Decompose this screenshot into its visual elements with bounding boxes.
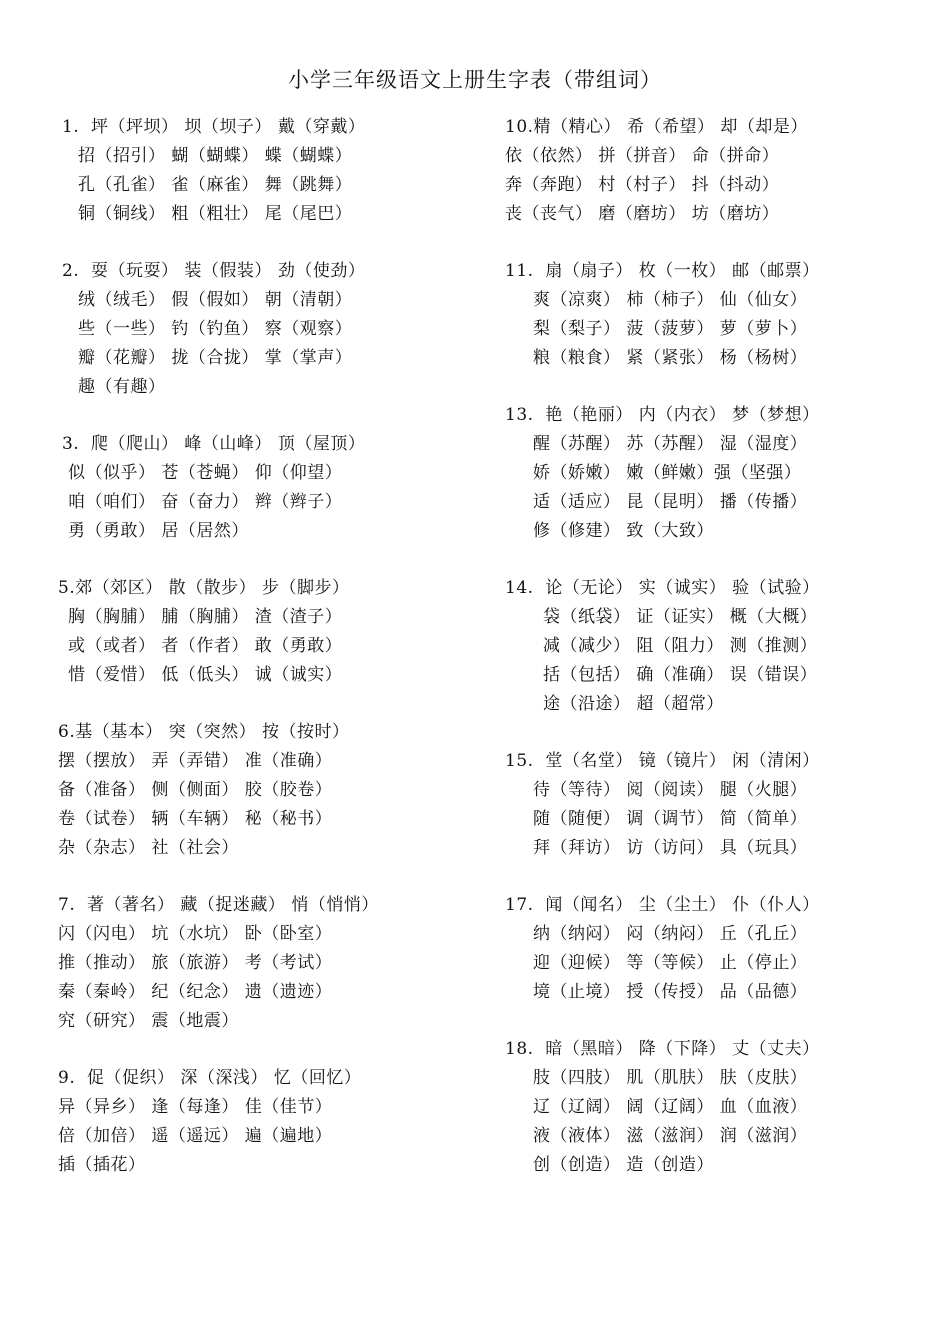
left-column-line: 推（推动） 旅（旅游） 考（考试） [58,953,333,973]
right-column-line: 依（依然） 拼（拼音） 命（拼命） [505,146,780,166]
left-column-line: 铜（铜线） 粗（粗壮） 尾（尾巴） [78,204,353,224]
right-column-line: 袋（纸袋） 证（证实） 概（大概） [543,607,818,627]
right-column-line: 纳（纳闷） 闷（纳闷） 丘（孔丘） [533,924,808,944]
right-column-line: 修（修建） 致（大致） [533,521,714,541]
left-column-line: 闪（闪电） 坑（水坑） 卧（卧室） [58,924,333,944]
left-column-line: 5.郊（郊区） 散（散步） 步（脚步） [58,578,350,598]
right-column-line: 梨（梨子） 菠（菠萝） 萝（萝卜） [533,319,808,339]
left-column-line: 3. 爬（爬山） 峰（山峰） 顶（屋顶） [62,434,366,454]
left-column-line: 2. 耍（玩耍） 装（假装） 劲（使劲） [62,261,366,281]
left-column-line: 7. 著（著名） 藏（捉迷藏） 悄（悄悄） [58,895,379,915]
right-column-line: 11. 扇（扇子） 枚（一枚） 邮（邮票） [505,261,820,281]
left-column-line: 惜（爱惜） 低（低头） 诚（诚实） [68,665,343,685]
left-column-line: 究（研究） 震（地震） [58,1011,239,1031]
left-column-line: 插（插花） [58,1155,146,1175]
right-column-line: 10.精（精心） 希（希望） 却（却是） [505,117,808,137]
right-column-line: 待（等待） 阅（阅读） 腿（火腿） [533,780,808,800]
right-column-line: 14. 论（无论） 实（诚实） 验（试验） [505,578,820,598]
left-column-line: 异（异乡） 逢（每逢） 佳（佳节） [58,1097,333,1117]
right-column-line: 途（沿途） 超（超常） [543,694,724,714]
right-column-line: 液（液体） 滋（滋润） 润（滋润） [533,1126,808,1146]
right-column-line: 奔（奔跑） 村（村子） 抖（抖动） [505,175,780,195]
left-column-line: 或（或者） 者（作者） 敢（勇敢） [68,636,343,656]
right-column-line: 娇（娇嫩） 嫩（鲜嫩）强（坚强） [533,463,802,483]
right-column-line: 随（随便） 调（调节） 简（简单） [533,809,808,829]
right-column-line: 拜（拜访） 访（访问） 具（玩具） [533,838,808,858]
right-column-line: 创（创造） 造（创造） [533,1155,714,1175]
right-column-line: 境（止境） 授（传授） 品（品德） [533,982,808,1002]
left-column-line: 杂（杂志） 社（社会） [58,838,239,858]
right-column-line: 适（适应） 昆（昆明） 播（传播） [533,492,808,512]
left-column-line: 摆（摆放） 弄（弄错） 准（准确） [58,751,333,771]
right-column-line: 辽（辽阔） 阔（辽阔） 血（血液） [533,1097,808,1117]
left-column-line: 9. 促（促织） 深（深浅） 忆（回忆） [58,1068,362,1088]
left-column-line: 招（招引） 蝴（蝴蝶） 蝶（蝴蝶） [78,146,353,166]
right-column-line: 迎（迎候） 等（等候） 止（停止） [533,953,808,973]
left-column-line: 6.基（基本） 突（突然） 按（按时） [58,722,350,742]
right-column-line: 肢（四肢） 肌（肌肤） 肤（皮肤） [533,1068,808,1088]
right-column-line: 粮（粮食） 紧（紧张） 杨（杨树） [533,348,808,368]
left-column-line: 卷（试卷） 辆（车辆） 秘（秘书） [58,809,333,829]
left-column-line: 胸（胸脯） 脯（胸脯） 渣（渣子） [68,607,343,627]
left-column-line: 勇（勇敢） 居（居然） [68,521,249,541]
left-column-line: 咱（咱们） 奋（奋力） 辫（辫子） [68,492,343,512]
right-column-line: 减（减少） 阻（阻力） 测（推测） [543,636,818,656]
right-column-line: 15. 堂（名堂） 镜（镜片） 闲（清闲） [505,751,820,771]
left-column-line: 1. 坪（坪坝） 坝（坝子） 戴（穿戴） [62,117,366,137]
page-title: 小学三年级语文上册生字表（带组词） [288,68,662,92]
left-column-line: 孔（孔雀） 雀（麻雀） 舞（跳舞） [78,175,353,195]
left-column-line: 趣（有趣） [78,377,166,397]
left-column-line: 备（准备） 侧（侧面） 胶（胶卷） [58,780,333,800]
left-column-line: 似（似乎） 苍（苍蝇） 仰（仰望） [68,463,343,483]
right-column-line: 18. 暗（黑暗） 降（下降） 丈（丈夫） [505,1039,820,1059]
left-column-line: 秦（秦岭） 纪（纪念） 遗（遗迹） [58,982,333,1002]
left-column-line: 瓣（花瓣） 拢（合拢） 掌（掌声） [78,348,353,368]
right-column-line: 括（包括） 确（准确） 误（错误） [543,665,818,685]
right-column-line: 17. 闻（闻名） 尘（尘土） 仆（仆人） [505,895,820,915]
right-column-line: 13. 艳（艳丽） 内（内衣） 梦（梦想） [505,405,820,425]
right-column-line: 丧（丧气） 磨（磨坊） 坊（磨坊） [505,204,780,224]
right-column-line: 醒（苏醒） 苏（苏醒） 湿（湿度） [533,434,808,454]
right-column-line: 爽（凉爽） 柿（柿子） 仙（仙女） [533,290,808,310]
left-column-line: 倍（加倍） 遥（遥远） 遍（遍地） [58,1126,333,1146]
left-column-line: 绒（绒毛） 假（假如） 朝（清朝） [78,290,353,310]
left-column-line: 些（一些） 钓（钓鱼） 察（观察） [78,319,353,339]
